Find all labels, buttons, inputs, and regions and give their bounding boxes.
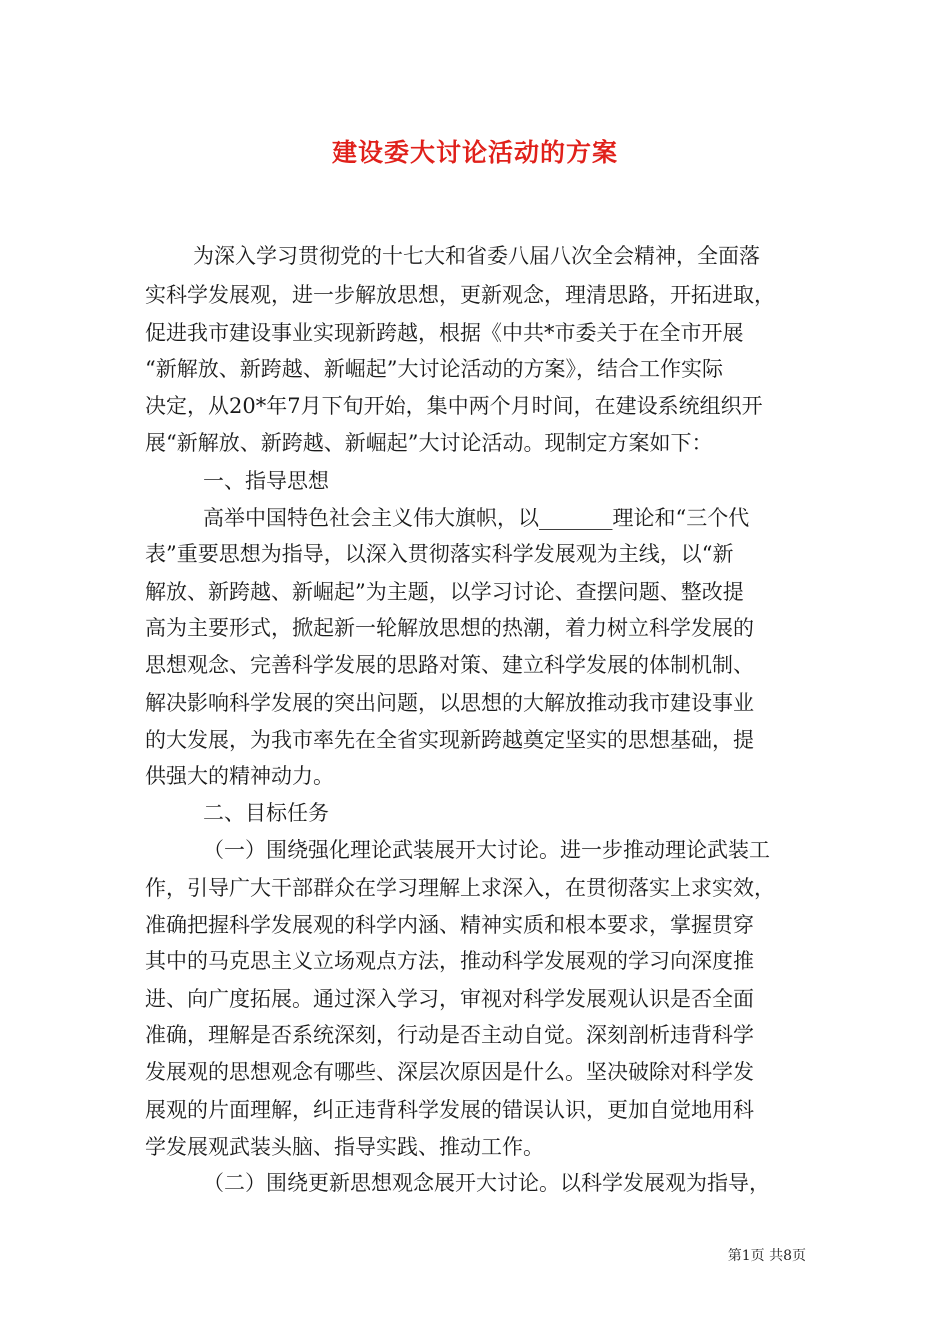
body-line: （二）围绕更新思想观念展开大讨论。以科学发展观为指导， xyxy=(203,1171,770,1195)
body-line: 解放、新跨越、新崛起”为主题，以学习讨论、查摆问题、整改提 xyxy=(145,580,744,604)
body-line: 解决影响科学发展的突出问题，以思想的大解放推动我市建设事业 xyxy=(145,691,754,715)
body-line: （一）围绕强化理论武装展开大讨论。进一步推动理论武装工 xyxy=(203,838,770,862)
body-line: 学发展观武装头脑、指导实践、推动工作。 xyxy=(145,1135,544,1159)
body-line: 表”重要思想为指导，以深入贯彻落实科学发展观为主线，以“新 xyxy=(145,542,734,566)
body-line: 供强大的精神动力。 xyxy=(145,764,334,788)
body-line: 其中的马克思主义立场观点方法，推动科学发展观的学习向深度推 xyxy=(145,949,754,973)
body-line: 高举中国特色社会主义伟大旗帜，以_______理论和“三个代 xyxy=(203,506,750,530)
body-line: 准确，理解是否系统深刻，行动是否主动自觉。深刻剖析违背科学 xyxy=(145,1023,754,1047)
body-line: 展“新解放、新跨越、新崛起”大讨论活动。现制定方案如下： xyxy=(145,431,713,455)
body-line: 思想观念、完善科学发展的思路对策、建立科学发展的体制机制、 xyxy=(145,653,754,677)
body-line: 决定，从20*年7月下旬开始，集中两个月时间，在建设系统组织开 xyxy=(145,394,763,418)
body-line: “新解放、新跨越、新崛起”大讨论活动的方案》，结合工作实际 xyxy=(145,357,723,381)
body-line: 发展观的思想观念有哪些、深层次原因是什么。坚决破除对科学发 xyxy=(145,1060,754,1084)
body-line: 实科学发展观，进一步解放思想，更新观念，理清思路，开拓进取， xyxy=(145,283,775,307)
body-line: 准确把握科学发展观的科学内涵、精神实质和根本要求，掌握贯穿 xyxy=(145,913,754,937)
document-title: 建设委大讨论活动的方案 xyxy=(331,138,618,167)
body-line: 为深入学习贯彻党的十七大和省委八届八次全会精神，全面落 xyxy=(193,244,760,268)
body-line: 促进我市建设事业实现新跨越，根据《中共*市委关于在全市开展 xyxy=(145,321,744,345)
section-heading: 一、指导思想 xyxy=(203,469,329,493)
body-line: 的大发展，为我市率先在全省实现新跨越奠定坚实的思想基础，提 xyxy=(145,728,754,752)
body-line: 作，引导广大干部群众在学习理解上求深入，在贯彻落实上求实效， xyxy=(145,876,775,900)
body-line: 展观的片面理解，纠正违背科学发展的错误认识，更加自觉地用科 xyxy=(145,1098,754,1122)
page-number: 第1页 共8页 xyxy=(727,1248,806,1264)
section-heading: 二、目标任务 xyxy=(203,801,329,825)
body-line: 进、向广度拓展。通过深入学习，审视对科学发展观认识是否全面 xyxy=(145,987,754,1011)
body-line: 高为主要形式，掀起新一轮解放思想的热潮，着力树立科学发展的 xyxy=(145,616,754,640)
